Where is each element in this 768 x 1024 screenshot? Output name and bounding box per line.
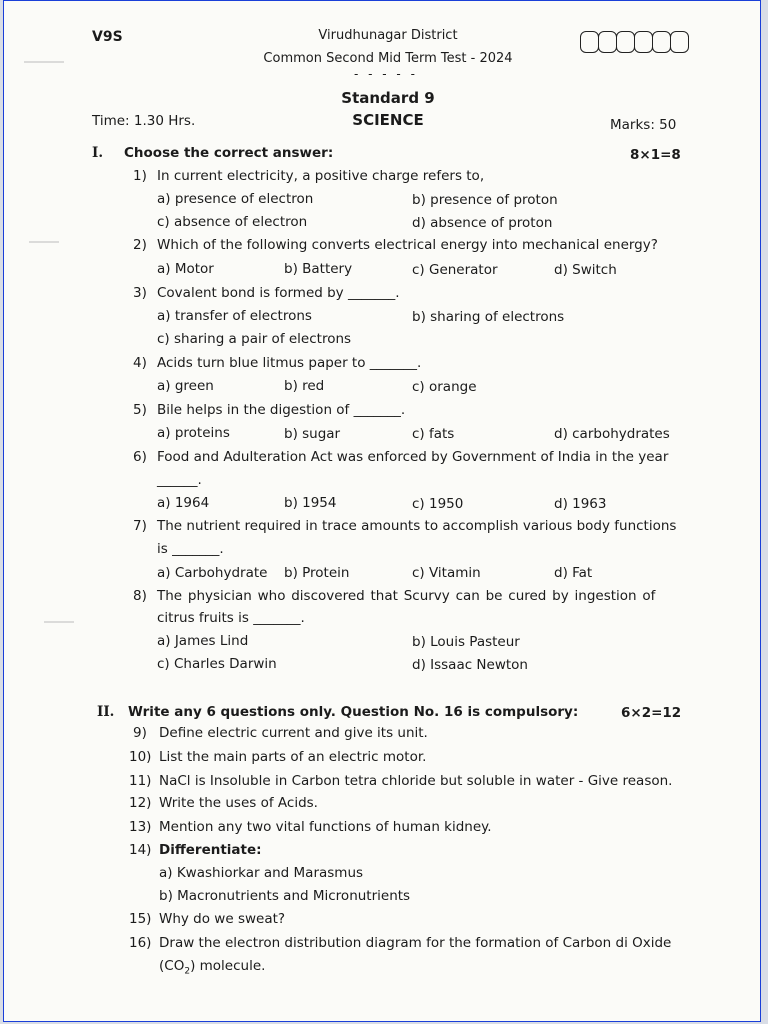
option: c) 1950 bbox=[412, 496, 464, 512]
question-text: Draw the electron distribution diagram for the formation of Carbon di Oxide bbox=[159, 935, 672, 951]
scan-noise bbox=[29, 241, 59, 243]
exam-title: Common Second Mid Term Test - 2024 bbox=[263, 51, 513, 66]
question-text-continued: citrus fruits is _______. bbox=[157, 610, 305, 626]
question-number: 8) bbox=[133, 588, 147, 604]
formula-suffix: ) molecule. bbox=[190, 958, 266, 974]
question-number: 3) bbox=[133, 285, 147, 301]
option: c) Vitamin bbox=[412, 565, 481, 581]
total-marks: Marks: 50 bbox=[610, 117, 677, 133]
option: b) presence of proton bbox=[412, 192, 558, 208]
question-text: In current electricity, a positive charge refers to, bbox=[157, 168, 485, 184]
option: b) sharing of electrons bbox=[412, 309, 565, 325]
question-text-continued bbox=[159, 958, 265, 977]
question-number: 10) bbox=[129, 749, 152, 765]
question-text: Write the uses of Acids. bbox=[159, 795, 318, 811]
option: b) 1954 bbox=[284, 495, 337, 511]
question-text: Mention any two vital functions of human kidney. bbox=[159, 819, 492, 835]
question-text: Acids turn blue litmus paper to _______. bbox=[157, 355, 422, 371]
option: d) carbohydrates bbox=[554, 426, 670, 442]
formula-prefix: (CO bbox=[159, 958, 185, 974]
time-label: Time: 1.30 Hrs. bbox=[92, 113, 196, 129]
question-number: 4) bbox=[133, 355, 147, 371]
sub-question: a) Kwashiorkar and Marasmus bbox=[159, 865, 364, 881]
question-text: Differentiate: bbox=[159, 842, 262, 858]
question-text: List the main parts of an electric motor. bbox=[159, 749, 427, 765]
option: c) sharing a pair of electrons bbox=[157, 331, 352, 347]
section-marks: 6×2=12 bbox=[621, 705, 682, 721]
subject-label: SCIENCE bbox=[352, 111, 424, 129]
option: b) Louis Pasteur bbox=[412, 634, 520, 650]
option: d) 1963 bbox=[554, 496, 607, 512]
section-title: Write any 6 questions only. Question No. 16 is compulsory: bbox=[128, 704, 579, 720]
section-title: Choose the correct answer: bbox=[124, 145, 334, 161]
option: c) fats bbox=[412, 426, 455, 442]
option: b) Protein bbox=[284, 565, 350, 581]
roll-box bbox=[670, 31, 689, 53]
question-number: 14) bbox=[129, 842, 152, 858]
option: d) Switch bbox=[554, 262, 617, 278]
question-number: 16) bbox=[129, 935, 152, 951]
question-number: 13) bbox=[129, 819, 152, 835]
option: a) presence of electron bbox=[157, 191, 314, 207]
question-number: 12) bbox=[129, 795, 152, 811]
scan-noise bbox=[24, 61, 64, 63]
option: a) green bbox=[157, 378, 214, 394]
option: b) sugar bbox=[284, 426, 341, 442]
option: c) Charles Darwin bbox=[157, 656, 277, 672]
question-number: 2) bbox=[133, 237, 147, 253]
option: b) Battery bbox=[284, 261, 353, 277]
sub-question: b) Macronutrients and Micronutrients bbox=[159, 888, 411, 904]
option: c) absence of electron bbox=[157, 214, 308, 230]
section-marks: 8×1=8 bbox=[630, 147, 681, 163]
roll-number-boxes bbox=[580, 31, 688, 53]
question-text: The physician who discovered that Scurvy can be cured by ingestion of bbox=[157, 588, 656, 604]
roll-box bbox=[598, 31, 617, 53]
roll-box bbox=[580, 31, 599, 53]
option: d) absence of proton bbox=[412, 215, 553, 231]
question-number: 5) bbox=[133, 402, 147, 418]
formula-subscript: 2 bbox=[184, 966, 191, 977]
paper-code: V9S bbox=[92, 29, 123, 45]
option: b) red bbox=[284, 378, 325, 394]
option: d) Issaac Newton bbox=[412, 657, 528, 673]
exam-paper bbox=[3, 0, 761, 1022]
option: a) 1964 bbox=[157, 495, 210, 511]
option: a) James Lind bbox=[157, 633, 249, 649]
question-text: Which of the following converts electrical energy into mechanical energy? bbox=[157, 237, 658, 253]
question-number: 6) bbox=[133, 449, 147, 465]
question-number: 1) bbox=[133, 168, 147, 184]
district-name: Virudhunagar District bbox=[318, 28, 458, 43]
title-dashes: - - - - - bbox=[354, 67, 418, 81]
question-text: Define electric current and give its unit. bbox=[159, 725, 428, 741]
question-number: 15) bbox=[129, 911, 152, 927]
scan-noise bbox=[44, 621, 74, 623]
question-text-continued: is _______. bbox=[157, 541, 224, 557]
option: a) transfer of electrons bbox=[157, 308, 312, 324]
option: c) Generator bbox=[412, 262, 498, 278]
option: a) Motor bbox=[157, 261, 214, 277]
option: a) Carbohydrate bbox=[157, 565, 268, 581]
section-numeral: II. bbox=[97, 704, 115, 720]
option: d) Fat bbox=[554, 565, 593, 581]
question-number: 11) bbox=[129, 773, 152, 789]
question-text: Bile helps in the digestion of _______. bbox=[157, 402, 406, 418]
question-number: 7) bbox=[133, 518, 147, 534]
roll-box bbox=[652, 31, 671, 53]
question-text: NaCl is Insoluble in Carbon tetra chloride but soluble in water - Give reason. bbox=[159, 773, 673, 789]
question-text: Why do we sweat? bbox=[159, 911, 286, 927]
roll-box bbox=[634, 31, 653, 53]
question-text: Food and Adulteration Act was enforced by Government of India in the year bbox=[157, 449, 669, 465]
section-numeral: I. bbox=[92, 145, 104, 161]
roll-box bbox=[616, 31, 635, 53]
question-number: 9) bbox=[133, 725, 147, 741]
question-text: Covalent bond is formed by _______. bbox=[157, 285, 400, 301]
standard-label: Standard 9 bbox=[341, 89, 435, 107]
question-blank: ______. bbox=[157, 472, 202, 488]
option: a) proteins bbox=[157, 425, 230, 441]
option: c) orange bbox=[412, 379, 477, 395]
question-text: The nutrient required in trace amounts to accomplish various body functions bbox=[157, 518, 677, 534]
